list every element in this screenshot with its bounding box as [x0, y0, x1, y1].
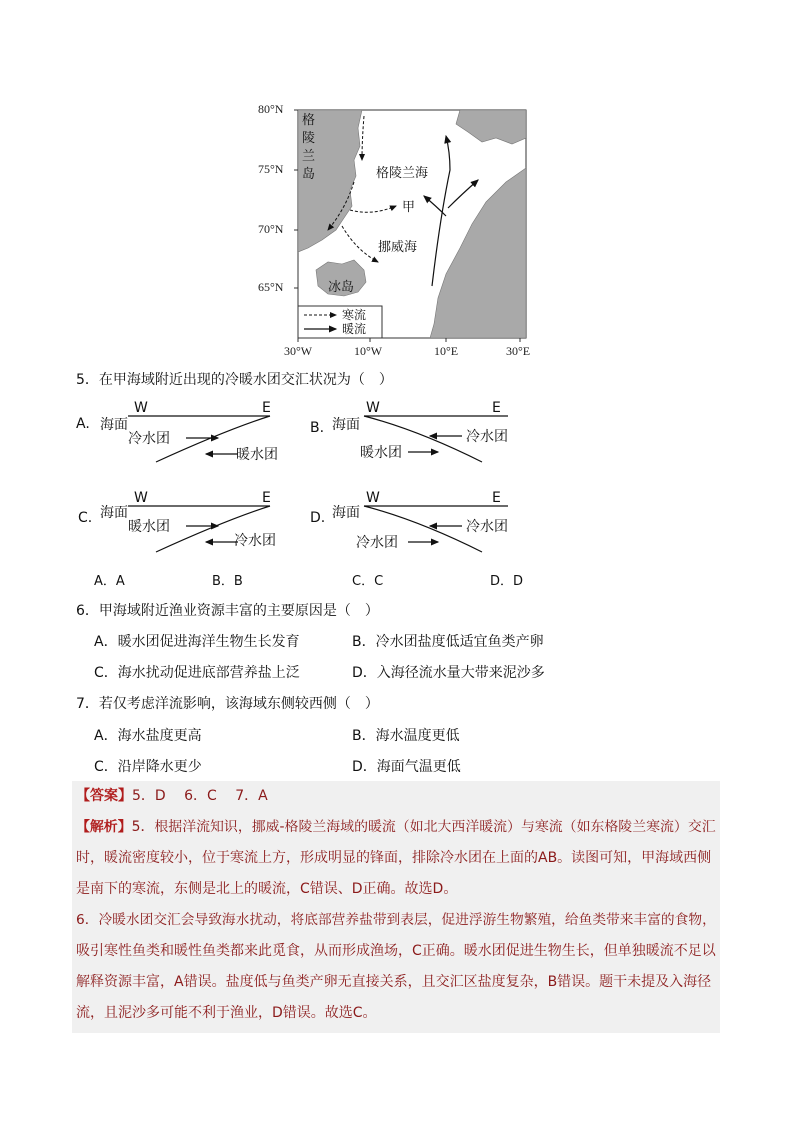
q5-choice-c[interactable]: C．C [352, 574, 384, 589]
q7-choice-b[interactable]: B．海水温度更低 [352, 728, 460, 744]
q5-choice-b[interactable]: B．B [212, 574, 243, 589]
q5-choice-d[interactable]: D．D [490, 574, 524, 589]
jia-label: 甲 [402, 200, 416, 215]
lat-label-75: 75°N [258, 162, 284, 176]
lat-label-65: 65°N [258, 280, 284, 294]
diagram-b-e: E [492, 400, 501, 416]
analysis-line-4: 吸引寒性鱼类和暖性鱼类都来此觅食，从而形成渔场，C正确。暖水团促进生物生长，但单独暖流不足以 [76, 943, 716, 959]
q6-choice-c[interactable]: C．海水扰动促进底部营养盐上泛 [94, 665, 300, 681]
map-svg [250, 98, 550, 360]
question-5-stem: 5．在甲海域附近出现的冷暖水团交汇状况为（ ） [76, 372, 393, 388]
diagram-d-letter: D. [310, 510, 326, 526]
q7-choice-a[interactable]: A．海水盐度更高 [94, 728, 202, 744]
analysis-text-0: 5．根据洋流知识，挪威-格陵兰海域的暖流（如北大西洋暖流）与寒流（如东格陵兰寒流）交汇 [131, 819, 716, 835]
diagram-c-sea: 海面 [100, 505, 128, 521]
diagram-d[interactable] [308, 490, 528, 560]
lon-label-10w: 10°W [354, 344, 383, 358]
analysis-line-2: 是南下的寒流，东侧是北上的暖流，C错误、D正确。故选D。 [76, 881, 458, 897]
diagram-a-e: E [262, 400, 271, 416]
answer-line [76, 781, 268, 812]
answer-text: 5．D 6．C 7．A [132, 788, 268, 804]
diagram-a-upper: 冷水团 [128, 431, 170, 447]
diagram-d-lower: 冷水团 [356, 535, 398, 551]
diagram-b-upper: 冷水团 [466, 429, 508, 445]
diagram-d-w: W [366, 490, 380, 506]
lon-label-30e: 30°E [506, 344, 531, 358]
diagram-c-e: E [262, 490, 271, 506]
analysis-line-3: 6．冷暖水团交汇会导致海水扰动，将底部营养盐带到表层，促进浮游生物繁殖，给鱼类带来丰富的食物， [76, 912, 716, 928]
q7-choice-d[interactable]: D．海面气温更低 [352, 759, 461, 775]
map-figure [250, 98, 550, 360]
diagram-b-letter: B. [310, 420, 325, 436]
diagram-d-sea: 海面 [332, 505, 360, 521]
diagram-d-upper: 冷水团 [466, 519, 508, 535]
diagram-a-sea: 海面 [100, 417, 128, 433]
analysis-line-6: 流，且泥沙多可能不利于渔业，D错误。故选C。 [76, 1005, 377, 1021]
lat-label-80: 80°N [258, 102, 284, 116]
diagram-b-lower: 暖水团 [360, 445, 402, 461]
lon-label-10e: 10°E [434, 344, 459, 358]
analysis-tag: 【解析】 [76, 819, 132, 835]
diagram-c-upper: 暖水团 [128, 519, 170, 535]
greenland-sea-label: 格陵兰海 [376, 166, 429, 181]
diagram-a-letter: A. [76, 416, 90, 432]
diagram-b[interactable] [308, 400, 528, 470]
diagram-c-letter: C. [78, 510, 93, 526]
diagram-a[interactable] [76, 400, 296, 470]
diagram-a-lower: 暖水团 [236, 447, 278, 463]
analysis-line-5: 解释资源丰富，A错误。盐度低与鱼类产卵无直接关系，且交汇区盐度复杂，B错误。题干未提及入海径 [76, 974, 712, 990]
q7-choice-c[interactable]: C．沿岸降水更少 [94, 759, 202, 775]
norwegian-sea-label: 挪威海 [378, 240, 418, 255]
lat-label-70: 70°N [258, 222, 284, 236]
diagram-c-lower: 冷水团 [234, 533, 276, 549]
map-legend-box [298, 306, 382, 338]
question-6-stem: 6．甲海域附近渔业资源丰富的主要原因是（ ） [76, 603, 379, 619]
q6-choice-a[interactable]: A．暖水团促进海洋生物生长发育 [94, 634, 300, 650]
answer-tag: 【答案】 [76, 788, 132, 804]
diagram-b-w: W [366, 400, 380, 416]
legend-cold-label: 寒流 [342, 308, 367, 322]
diagram-c-w: W [134, 490, 148, 506]
legend-warm-label: 暖流 [342, 322, 367, 336]
analysis-line-0 [76, 812, 716, 843]
diagram-b-sea: 海面 [332, 417, 360, 433]
lon-label-30w: 30°W [284, 344, 313, 358]
greenland-label: 格陵兰岛 [302, 113, 316, 182]
diagram-d-e: E [492, 490, 501, 506]
diagram-c[interactable] [76, 490, 296, 560]
q6-choice-d[interactable]: D．入海径流水量大带来泥沙多 [352, 665, 545, 681]
answer-analysis-block [72, 781, 720, 1033]
q6-choice-b[interactable]: B．冷水团盐度低适宜鱼类产卵 [352, 634, 544, 650]
analysis-line-1: 时，暖流密度较小，位于寒流上方，形成明显的锋面，排除冷水团在上面的AB。读图可知，甲海域西侧 [76, 850, 712, 866]
q5-choice-a[interactable]: A．A [94, 574, 125, 589]
diagram-a-w: W [134, 400, 148, 416]
iceland-label: 冰岛 [328, 280, 355, 295]
question-7-stem: 7．若仅考虑洋流影响，该海域东侧较西侧（ ） [76, 696, 379, 712]
